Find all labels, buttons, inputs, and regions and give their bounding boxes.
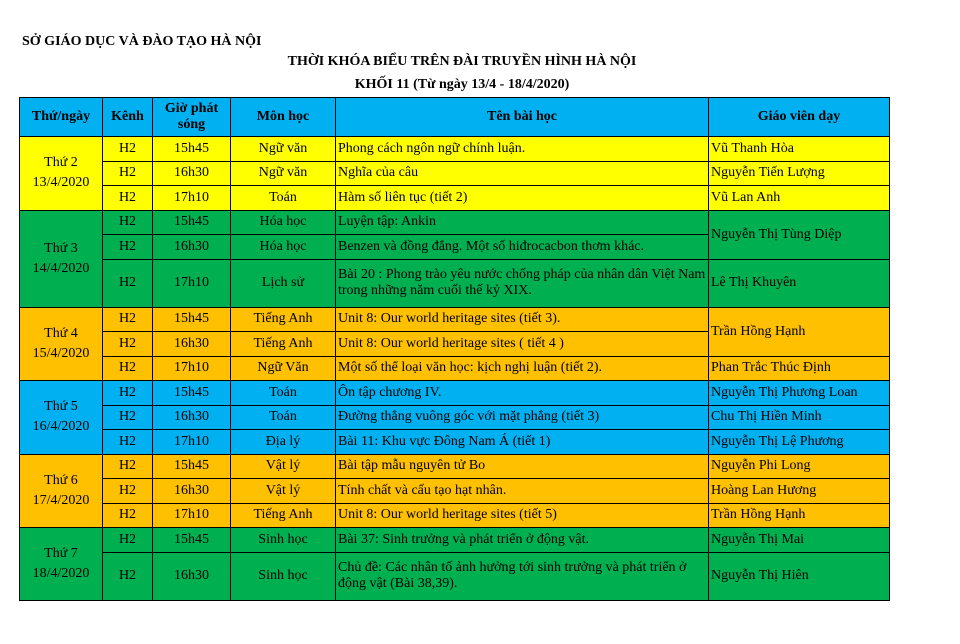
table-row — [20, 356, 890, 381]
table-row — [20, 552, 890, 600]
channel-cell: H2 — [103, 186, 153, 211]
teacher-cell: Nguyễn Thị Phương Loan — [709, 381, 890, 406]
subject-cell: Lịch sử — [231, 259, 336, 307]
teacher-cell: Trần Hồng Hạnh — [709, 503, 890, 528]
channel-cell: H2 — [103, 430, 153, 455]
subject-cell: Sinh học — [231, 528, 336, 553]
subject-cell: Ngữ văn — [231, 137, 336, 162]
day-date: 17/4/2020 — [32, 492, 90, 508]
lesson-cell: Unit 8: Our world heritage sites ( tiết 4 ) — [336, 332, 709, 357]
table-row — [20, 454, 890, 479]
lesson-cell: Chủ đề: Các nhân tố ảnh hưởng tới sinh trưởng và phát triển ở động vật (Bài 38,39). — [336, 552, 709, 600]
channel-cell: H2 — [103, 259, 153, 307]
lesson-cell: Tính chất và cấu tạo hạt nhân. — [336, 479, 709, 504]
time-cell: 17h10 — [153, 503, 231, 528]
table-row — [20, 161, 890, 186]
day-group-thu — [20, 381, 890, 455]
table-row — [20, 259, 890, 307]
lesson-cell: Bài 11: Khu vực Đông Nam Á (tiết 1) — [336, 430, 709, 455]
subject-cell: Sinh học — [231, 552, 336, 600]
lesson-cell: Bài 37: Sinh trưởng và phát triển ở động vật. — [336, 528, 709, 553]
day-cell — [20, 381, 103, 455]
lesson-cell: Luyện tập: Ankin — [336, 210, 709, 235]
col-header-lesson: Tên bài học — [336, 98, 709, 137]
channel-cell: H2 — [103, 405, 153, 430]
time-cell: 15h45 — [153, 381, 231, 406]
teacher-cell: Nguyễn Thị Mai — [709, 528, 890, 553]
day-cell — [20, 528, 103, 601]
subject-cell: Ngữ Văn — [231, 356, 336, 381]
day-date: 16/4/2020 — [32, 419, 90, 435]
teacher-cell: Trần Hồng Hạnh — [709, 307, 890, 356]
table-row — [20, 405, 890, 430]
table-header-row — [20, 98, 890, 137]
channel-cell: H2 — [103, 479, 153, 504]
subject-cell: Hóa học — [231, 235, 336, 260]
subject-cell: Vật lý — [231, 454, 336, 479]
day-group-tue — [20, 210, 890, 307]
channel-cell: H2 — [103, 503, 153, 528]
subject-cell: Ngữ văn — [231, 161, 336, 186]
table-row — [20, 137, 890, 162]
subject-cell: Tiếng Anh — [231, 307, 336, 332]
col-header-channel: Kênh — [103, 98, 153, 137]
page-subtitle: KHỐI 11 (Từ ngày 13/4 - 18/4/2020) — [354, 77, 570, 92]
teacher-cell: Vũ Thanh Hòa — [709, 137, 890, 162]
day-date: 15/4/2020 — [32, 345, 90, 361]
day-label: Thứ 7 — [44, 545, 78, 561]
time-cell: 15h45 — [153, 307, 231, 332]
time-cell: 15h45 — [153, 210, 231, 235]
teacher-cell: Lê Thị Khuyên — [709, 259, 890, 307]
time-cell: 17h10 — [153, 259, 231, 307]
table-row — [20, 186, 890, 211]
day-group-mon — [20, 137, 890, 211]
lesson-cell: Bài tập mẫu nguyên tử Bo — [336, 454, 709, 479]
channel-cell: H2 — [103, 552, 153, 600]
table-row — [20, 479, 890, 504]
teacher-cell: Chu Thị Hiền Minh — [709, 405, 890, 430]
teacher-cell: Nguyễn Thị Tùng Diệp — [709, 210, 890, 259]
day-group-sat — [20, 528, 890, 601]
day-cell — [20, 307, 103, 381]
time-cell: 17h10 — [153, 356, 231, 381]
subject-cell: Tiếng Anh — [231, 332, 336, 357]
col-header-time: Giờ phát sóng — [153, 98, 231, 137]
day-label: Thứ 4 — [44, 325, 78, 341]
teacher-cell: Nguyễn Phi Long — [709, 454, 890, 479]
channel-cell: H2 — [103, 381, 153, 406]
time-cell: 15h45 — [153, 454, 231, 479]
lesson-cell: Bài 20 : Phong trào yêu nước chống pháp của nhân dân Việt Nam trong những năm cuối thế kỷ XIX. — [336, 259, 709, 307]
col-header-teacher: Giáo viên dạy — [709, 98, 890, 137]
lesson-cell: Ôn tập chương IV. — [336, 381, 709, 406]
channel-cell: H2 — [103, 161, 153, 186]
day-date: 14/4/2020 — [32, 260, 90, 276]
time-cell: 17h10 — [153, 430, 231, 455]
channel-cell: H2 — [103, 528, 153, 553]
time-cell: 16h30 — [153, 552, 231, 600]
channel-cell: H2 — [103, 454, 153, 479]
lesson-cell: Đường thẳng vuông góc với mặt phẳng (tiết 3) — [336, 405, 709, 430]
channel-cell: H2 — [103, 210, 153, 235]
page-title: THỜI KHÓA BIỂU TRÊN ĐÀI TRUYỀN HÌNH HÀ NỘI — [287, 54, 637, 69]
table-row — [20, 307, 890, 332]
time-cell: 16h30 — [153, 161, 231, 186]
schedule-table — [19, 97, 890, 601]
subject-cell: Hóa học — [231, 210, 336, 235]
subject-cell: Vật lý — [231, 479, 336, 504]
time-cell: 16h30 — [153, 479, 231, 504]
time-cell: 17h10 — [153, 186, 231, 211]
time-cell: 15h45 — [153, 528, 231, 553]
day-label: Thứ 2 — [44, 155, 78, 171]
lesson-cell: Phong cách ngôn ngữ chính luận. — [336, 137, 709, 162]
lesson-cell: Benzen và đồng đẳng. Một số hiđrocacbon thơm khác. — [336, 235, 709, 260]
day-date: 18/4/2020 — [32, 565, 90, 581]
day-cell — [20, 137, 103, 211]
department-name: SỞ GIÁO DỤC VÀ ĐÀO TẠO HÀ NỘI — [22, 34, 262, 49]
day-group-fri — [20, 454, 890, 528]
lesson-cell: Một số thể loại văn học: kịch nghị luận (tiết 2). — [336, 356, 709, 381]
lesson-cell: Hàm số liên tục (tiết 2) — [336, 186, 709, 211]
time-cell: 16h30 — [153, 332, 231, 357]
lesson-cell: Nghĩa của câu — [336, 161, 709, 186]
time-cell: 16h30 — [153, 405, 231, 430]
day-group-wed — [20, 307, 890, 381]
channel-cell: H2 — [103, 307, 153, 332]
time-cell: 15h45 — [153, 137, 231, 162]
channel-cell: H2 — [103, 235, 153, 260]
day-label: Thứ 6 — [44, 472, 78, 488]
table-row — [20, 528, 890, 553]
table-row — [20, 210, 890, 235]
teacher-cell: Phan Trắc Thúc Định — [709, 356, 890, 381]
day-label: Thứ 5 — [44, 399, 78, 415]
subject-cell: Tiếng Anh — [231, 503, 336, 528]
teacher-cell: Hoàng Lan Hương — [709, 479, 890, 504]
lesson-cell: Unit 8: Our world heritage sites (tiết 3). — [336, 307, 709, 332]
channel-cell: H2 — [103, 137, 153, 162]
table-row — [20, 381, 890, 406]
day-cell — [20, 454, 103, 528]
subject-cell: Toán — [231, 381, 336, 406]
channel-cell: H2 — [103, 332, 153, 357]
col-header-day: Thứ/ngày — [20, 98, 103, 137]
teacher-cell: Nguyễn Tiến Lượng — [709, 161, 890, 186]
lesson-cell: Unit 8: Our world heritage sites (tiết 5) — [336, 503, 709, 528]
subject-cell: Toán — [231, 186, 336, 211]
time-cell: 16h30 — [153, 235, 231, 260]
teacher-cell: Vũ Lan Anh — [709, 186, 890, 211]
subject-cell: Địa lý — [231, 430, 336, 455]
channel-cell: H2 — [103, 356, 153, 381]
table-row — [20, 503, 890, 528]
day-cell — [20, 210, 103, 307]
subject-cell: Toán — [231, 405, 336, 430]
col-header-subject: Môn học — [231, 98, 336, 137]
day-label: Thứ 3 — [44, 240, 78, 256]
table-row — [20, 430, 890, 455]
teacher-cell: Nguyễn Thị Lệ Phương — [709, 430, 890, 455]
teacher-cell: Nguyễn Thị Hiên — [709, 552, 890, 600]
day-date: 13/4/2020 — [32, 175, 90, 191]
